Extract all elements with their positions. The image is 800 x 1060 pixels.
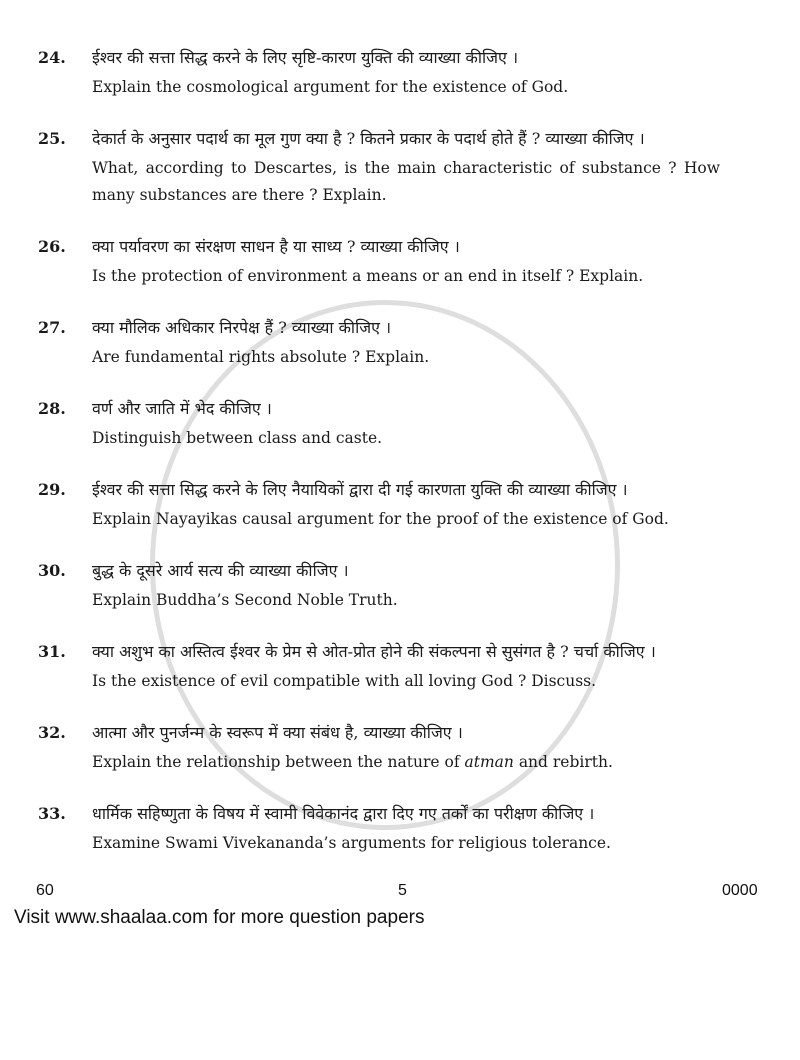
- question-25: [38, 125, 720, 209]
- question-hindi: बुद्ध के दूसरे आर्य सत्य की व्याख्या कीजिए ।: [92, 561, 349, 580]
- footer-code-left: 60: [36, 882, 54, 899]
- question-number: 27.: [38, 318, 66, 337]
- question-english: Distinguish between class and caste.: [92, 429, 383, 447]
- english-text: Explain the relationship between the nature of: [92, 753, 465, 771]
- question-hindi: ईश्वर की सत्ता सिद्ध करने के लिए सृष्टि-कारण युक्ति की व्याख्या कीजिए ।: [92, 48, 519, 67]
- question-number: 30.: [38, 561, 66, 580]
- question-english: Are fundamental rights absolute ? Explain.: [92, 348, 430, 366]
- question-number: 31.: [38, 642, 66, 661]
- footer-code-right: 0000: [722, 882, 758, 899]
- question-31: [38, 638, 720, 695]
- page-footer: [0, 881, 800, 903]
- question-english: Examine Swami Vivekananda’s arguments for religious tolerance.: [92, 834, 611, 852]
- page-number: 5: [398, 882, 407, 899]
- question-29: [38, 476, 720, 533]
- question-number: 33.: [38, 804, 66, 823]
- question-27: [38, 314, 720, 371]
- question-english: Is the existence of evil compatible with all loving God ? Discuss.: [92, 672, 597, 690]
- question-hindi: क्या मौलिक अधिकार निरपेक्ष हैं ? व्याख्या कीजिए ।: [92, 318, 392, 337]
- question-number: 32.: [38, 723, 66, 742]
- question-english: What, according to Descartes, is the main characteristic of substance ? How many substances are there ? Explain.: [92, 159, 720, 204]
- english-text: and rebirth.: [513, 753, 613, 771]
- question-32: [38, 719, 720, 776]
- question-english: Explain the cosmological argument for the existence of God.: [92, 78, 569, 96]
- question-english: Is the protection of environment a means or an end in itself ? Explain.: [92, 267, 644, 285]
- question-english: [92, 749, 720, 776]
- question-24: [38, 44, 720, 101]
- question-28: [38, 395, 720, 452]
- english-italic-term: atman: [464, 753, 514, 771]
- visit-banner: Visit www.shaalaa.com for more question papers: [14, 907, 425, 928]
- question-hindi: वर्ण और जाति में भेद कीजिए ।: [92, 399, 272, 418]
- question-hindi: धार्मिक सहिष्णुता के विषय में स्वामी विवेकानंद द्वारा दिए गए तर्कों का परीक्षण कीजिए ।: [92, 804, 595, 823]
- question-26: [38, 233, 720, 290]
- question-hindi: देकार्त के अनुसार पदार्थ का मूल गुण क्या है ? कितने प्रकार के पदार्थ होते हैं ? व्याख्या कीजिए ।: [92, 129, 645, 148]
- question-33: [38, 800, 720, 857]
- question-number: 25.: [38, 129, 66, 148]
- question-english: Explain Nayayikas causal argument for the proof of the existence of God.: [92, 510, 669, 528]
- question-hindi: आत्मा और पुनर्जन्म के स्वरूप में क्या संबंध है, व्याख्या कीजिए ।: [92, 723, 463, 742]
- question-hindi: क्या पर्यावरण का संरक्षण साधन है या साध्य ? व्याख्या कीजिए ।: [92, 237, 460, 256]
- question-number: 28.: [38, 399, 66, 418]
- question-hindi: ईश्वर की सत्ता सिद्ध करने के लिए नैयायिकों द्वारा दी गई कारणता युक्ति की व्याख्या कीजिए ।: [92, 480, 628, 499]
- question-30: [38, 557, 720, 614]
- question-number: 29.: [38, 480, 66, 499]
- question-number: 24.: [38, 48, 66, 67]
- question-number: 26.: [38, 237, 66, 256]
- question-english: Explain Buddha’s Second Noble Truth.: [92, 591, 398, 609]
- question-hindi: क्या अशुभ का अस्तित्व ईश्वर के प्रेम से ओत-प्रोत होने की संकल्पना से सुसंगत है ? चर्चा कीजिए ।: [92, 642, 656, 661]
